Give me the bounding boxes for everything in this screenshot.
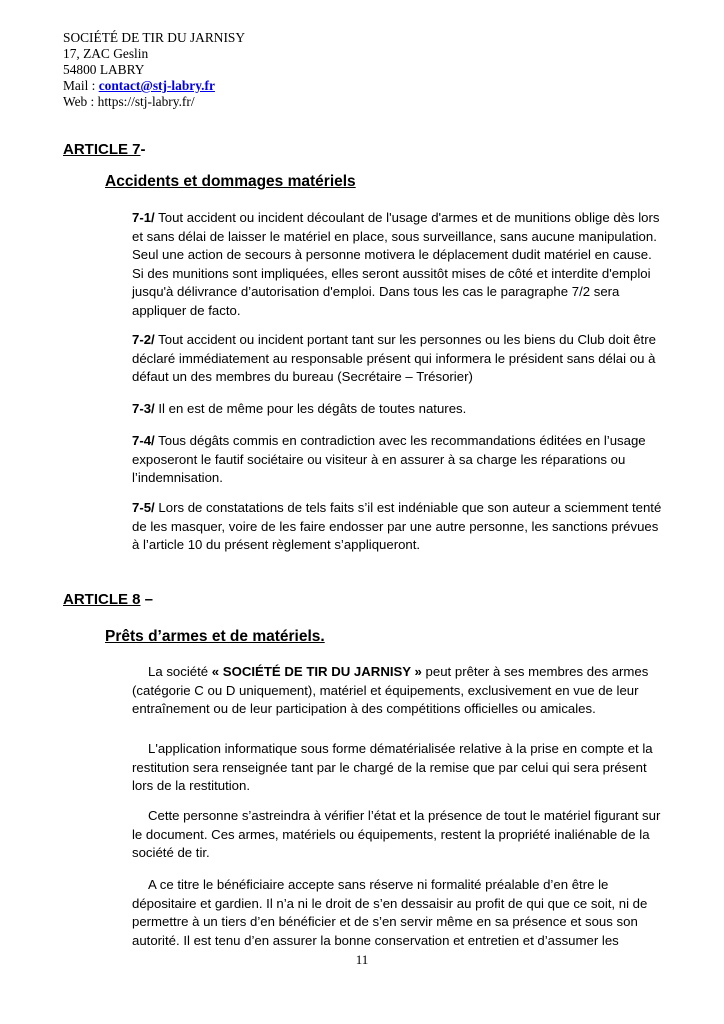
paragraph-text: Il en est de même pour les dégâts de toutes natures.: [154, 401, 467, 416]
web-line: [63, 94, 245, 110]
paragraph-text: Tous dégâts commis en contradiction avec les recommandations éditées en l’usage exposeront le fautif sociétaire ou visiteur à en assurer à sa charge les réparations ou l’indemnisation.: [132, 433, 646, 485]
mail-label: Mail :: [63, 78, 99, 93]
mail-link[interactable]: contact@stj-labry.fr: [98, 78, 215, 93]
paragraph-8-2: L'application informatique sous forme dématérialisée relative à la prise en compte et la restitution sera renseignée tant par le chargé de la remise que par celui qui sera présent lors de la restitution.: [132, 741, 653, 793]
article-7-heading: [63, 141, 146, 158]
paragraph-text-pre: La société: [148, 664, 212, 679]
paragraph-7-4: [132, 432, 664, 488]
web-label: Web :: [63, 94, 98, 109]
mail-line: [63, 78, 245, 94]
article-7-title: Accidents et dommages matériels: [105, 173, 356, 190]
paragraph-text: Tout accident ou incident découlant de l'usage d'armes et de munitions oblige dès lors et sans délai de laisser le matériel en place, sous surveillance, sans aucune manipulation. Seul une action de secours à personne motivera le déplacement dudit matériel en cause. Si des munitions sont impliquées, elles seront aussitôt mises de côté et interdite d'emploi jusqu'à délivrance d’autorisation d'emploi. Dans tous les cas le paragraphe 7/2 sera appliquer de facto.: [132, 210, 660, 318]
article-8-suffix: –: [140, 591, 154, 608]
paragraph-number: 7-3/: [132, 401, 155, 416]
address-line-2: 54800 LABRY: [63, 62, 145, 77]
paragraph-8-3: Cette personne s’astreindra à vérifier l’état et la présence de tout le matériel figurant sur le document. Ces armes, matériels ou équipements, restent la propriété inaliénable de la société de tir.: [132, 808, 661, 860]
paragraph-number: 7-1/: [132, 210, 155, 225]
web-url: https://stj-labry.fr/: [97, 94, 195, 109]
org-name-quoted: « SOCIÉTÉ DE TIR DU JARNISY »: [211, 664, 422, 679]
article-7-number: ARTICLE 7: [63, 141, 141, 158]
paragraph-number: 7-2/: [132, 332, 155, 347]
article-7-suffix: -: [140, 141, 146, 158]
page-number: 11: [355, 952, 369, 967]
paragraph-7-3: [132, 400, 664, 419]
paragraph-number: 7-5/: [132, 500, 155, 515]
paragraph-8-4: A ce titre le bénéficiaire accepte sans réserve ni formalité préalable d’en être le dépositaire et gardien. Il n’a ni le droit de s’en dessaisir au profit de qui que ce soit, ni de permettre à un tiers d’en bénéficier et de s’en servir même en sa présence et sous son autorité. Il est tenu d’en assurer la bonne conservation et entretien et d’assumer les: [132, 877, 648, 948]
paragraph-text-post: peut prêter à ses membres des armes (catégorie C ou D uniquement), matériel et équipements, exclusivement en vue de leur entraînement ou de leur participation à des compétitions officielles ou amicales.: [132, 664, 649, 716]
article-8-title: Prêts d’armes et de matériels.: [105, 628, 325, 645]
address-line-1: 17, ZAC Geslin: [63, 46, 149, 61]
paragraph-7-5: [132, 499, 664, 555]
article-8-number: ARTICLE 8: [63, 591, 141, 608]
paragraph-number: 7-4/: [132, 433, 155, 448]
paragraph-text: Lors de constatations de tels faits s’il est indéniable que son auteur a sciemment tenté de les masquer, voire de les faire endosser par une autre personne, les sanctions prévues à l’article 10 du présent règlement s’appliqueront.: [132, 500, 662, 552]
paragraph-text: Tout accident ou incident portant tant sur les personnes ou les biens du Club doit être déclaré immédiatement au responsable présent qui informera le président sans délai ou à défaut un des membres du bureau (Secrétaire – Trésorier): [132, 332, 656, 384]
org-name: SOCIÉTÉ DE TIR DU JARNISY: [63, 30, 246, 45]
paragraph-7-2: [132, 331, 664, 387]
paragraph-7-1: [132, 209, 664, 320]
paragraph-8-1: [132, 663, 664, 719]
article-8-heading: [63, 591, 153, 608]
letterhead: [63, 30, 245, 110]
